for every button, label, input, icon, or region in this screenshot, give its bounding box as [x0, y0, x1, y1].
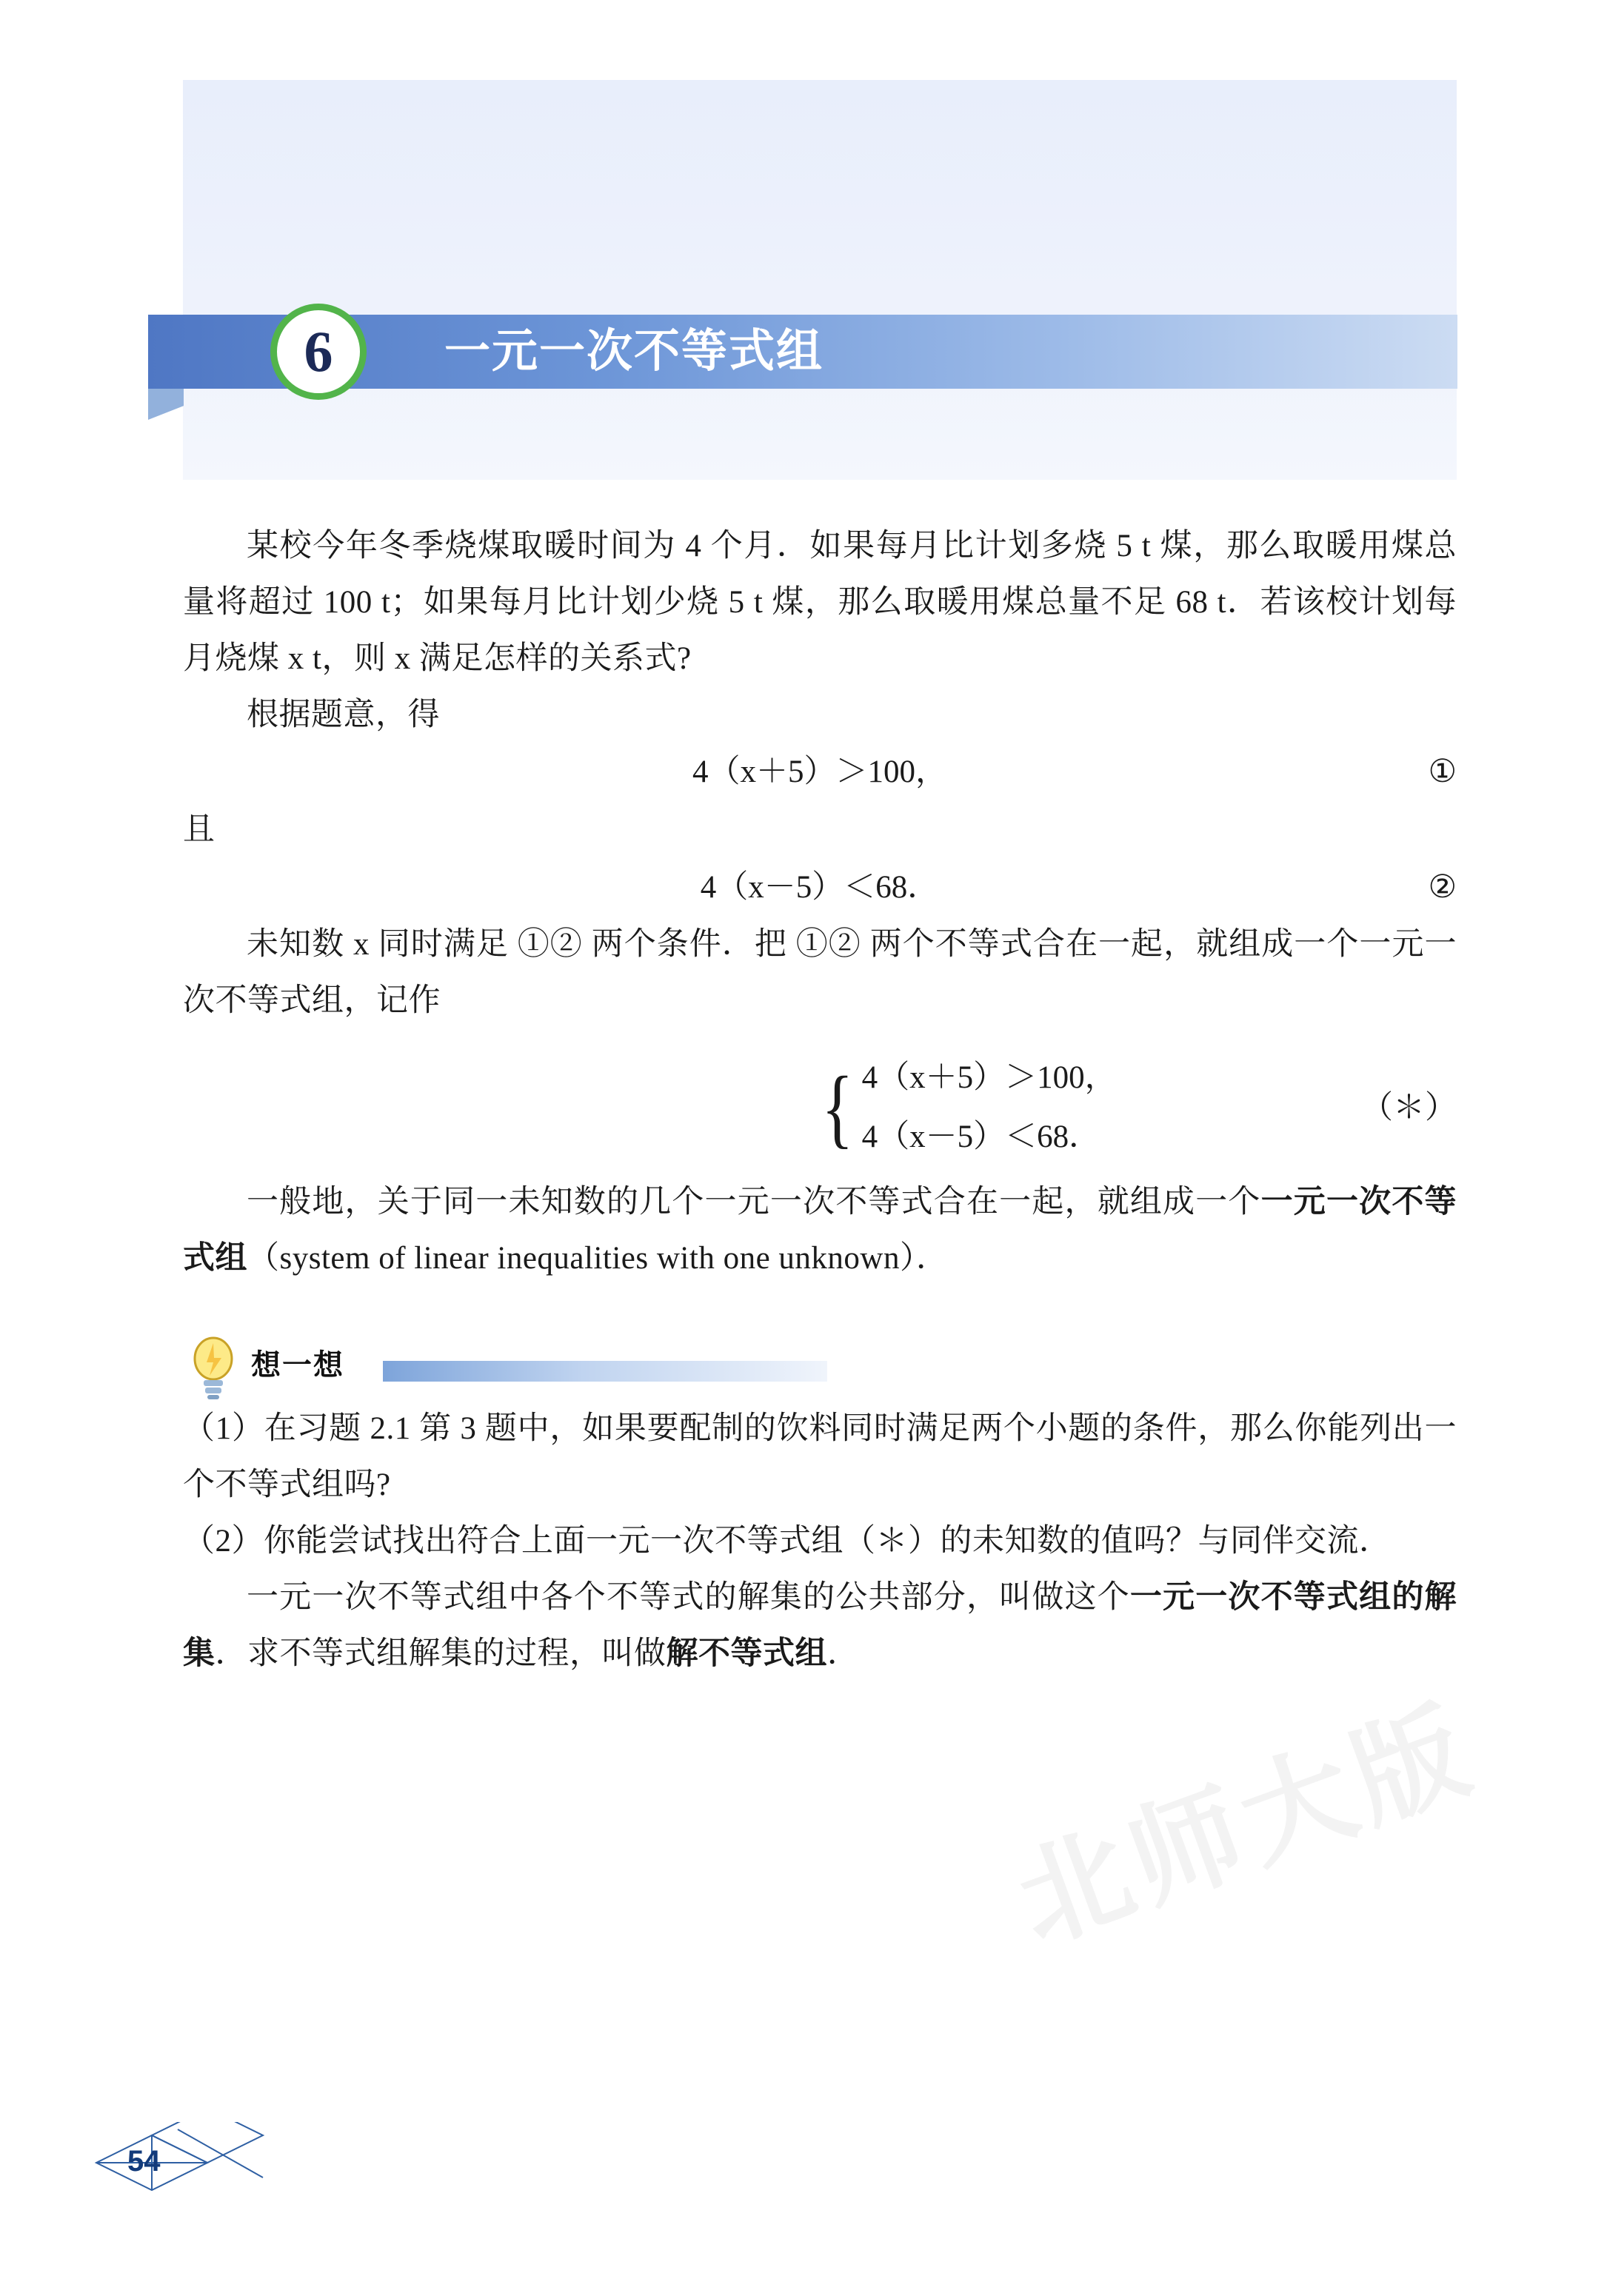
- explain-paragraph: 未知数 x 同时满足 ①② 两个条件．把 ①② 两个不等式合在一起，就组成一个一元一次不等式组，记作: [183, 927, 1457, 1018]
- section-header-fold: [148, 389, 184, 420]
- equation-row-2: [183, 859, 1457, 917]
- connector-row: [183, 801, 1457, 859]
- think-label: 想一想: [251, 1349, 344, 1382]
- left-brace-icon: {: [821, 1058, 854, 1157]
- equation-2: 4（x－5）＜68．: [700, 870, 940, 905]
- page-number: 54: [127, 2145, 161, 2178]
- connector-label: 且: [183, 812, 215, 847]
- equation-2-marker: ②: [1428, 870, 1457, 905]
- page-footer: [89, 2122, 333, 2203]
- closing-part3: ．: [827, 1636, 860, 1671]
- page-content: [183, 518, 1457, 1682]
- equation-1-marker: ①: [1428, 754, 1457, 789]
- system-line-2: 4（x－5）＜68．: [861, 1119, 1101, 1154]
- section-title: 一元一次不等式组: [444, 326, 824, 377]
- inequality-system: [183, 1048, 1457, 1174]
- definition-term: 一元一次不等式组: [183, 1185, 1457, 1276]
- footer-decoration-icon: [89, 2122, 333, 2203]
- lightbulb-icon: [189, 1334, 238, 1399]
- definition-part2: （system of linear inequalities with one unknown）．: [247, 1241, 949, 1276]
- closing-part1: 一元一次不等式组中各个不等式的解集的公共部分，叫做这个: [247, 1580, 1130, 1615]
- problem-paragraph: 某校今年冬季烧煤取暖时间为 4 个月．如果每月比计划多烧 5 t 煤，那么取暖用煤总量将超过 100 t；如果每月比计划少烧 5 t 煤，那么取暖用煤总量不足 68 t．若该校计划每月烧煤 x t，则 x 满足怎样的关系式?: [183, 529, 1457, 676]
- watermark-text: 北师大版: [1001, 1686, 1490, 1965]
- system-marker: （＊）: [1361, 1091, 1457, 1125]
- closing-term-2: 解不等式组: [666, 1636, 827, 1671]
- system-line-1: 4（x＋5）＞100，: [861, 1060, 1117, 1095]
- closing-term-1: 一元一次不等式组的解集: [183, 1580, 1457, 1671]
- think-item-2: （2）你能尝试找出符合上面一元一次不等式组（＊）的未知数的值吗？与同伴交流．: [183, 1524, 1392, 1559]
- think-rule-decoration: [383, 1361, 827, 1382]
- system-body: [816, 1048, 1117, 1167]
- think-section-header: [183, 1333, 1457, 1401]
- equation-row-1: [183, 743, 1457, 801]
- section-number-badge: [270, 304, 367, 400]
- definition-part1: 一般地，关于同一未知数的几个一元一次不等式合在一起，就组成一个: [247, 1185, 1261, 1219]
- closing-part2: ．求不等式组解集的过程，叫做: [215, 1636, 667, 1671]
- definition-paragraph: [183, 1174, 1457, 1287]
- system-lines: [862, 1048, 1117, 1167]
- think-item-1: （1）在习题 2.1 第 3 题中，如果要配制的饮料同时满足两个小题的条件，那么你能列出一个不等式组吗?: [183, 1411, 1457, 1502]
- lead-in-paragraph: 根据题意，得: [247, 697, 440, 732]
- closing-paragraph: [183, 1570, 1457, 1682]
- publisher-watermark: [1001, 1686, 1610, 2296]
- equation-1: 4（x＋5）＞100，: [692, 754, 947, 789]
- section-number: 6: [304, 319, 333, 384]
- header-background-band: [183, 80, 1457, 480]
